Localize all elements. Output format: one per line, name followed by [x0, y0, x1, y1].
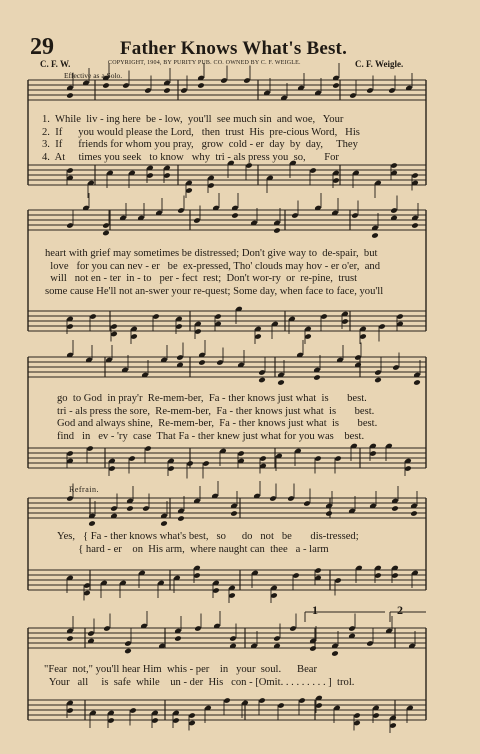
- composer: C. F. Weigle.: [355, 59, 404, 69]
- refrain-lyrics-1: [57, 531, 417, 556]
- lyric-line: heart with grief may sometimes be distressed; Don't give way to de-spair, but: [45, 248, 378, 259]
- lyric-line: Your all is safe while un - der His con - [Omit. . . . . . . . . ] trol.: [44, 676, 355, 688]
- lyric-line: God and always shine, Re-mem-ber, Fa - ther knows just what is best.: [57, 418, 378, 429]
- lyric-line: Yes, { Fa - ther knows what's best, so do not be dis-tressed;: [57, 531, 359, 542]
- ending-mark-2: 2: [397, 603, 403, 617]
- verse-lyrics-system-3: [57, 393, 417, 443]
- lyric-line: 3. If friends for whom you pray, grow cold - er day by day, They: [42, 139, 358, 150]
- refrain-lyrics-2: [44, 664, 424, 689]
- hymn-number: 29: [30, 34, 54, 60]
- lyricist: C. F. W.: [40, 59, 71, 69]
- refrain-label: Refrain.: [69, 485, 99, 494]
- lyric-line: { hard - er on His arm, where naught can thee a - larm: [57, 543, 329, 555]
- lyric-line: go to God in pray'r Re-mem-ber, Fa - ther knows just what is best.: [57, 393, 367, 404]
- lyric-line: love for you can nev - er be ex-pressed, Tho' clouds may hov - er o'er, and: [45, 260, 381, 272]
- lyric-line: "Fear not," you'll hear Him whis - per in your soul. Bear: [44, 664, 318, 675]
- ending-mark-1: 1: [312, 603, 318, 617]
- tempo-marking: Effective as a Solo.: [64, 71, 123, 80]
- lyric-line: 2. If you would please the Lord, then trust His pre-cious Word, His: [42, 126, 360, 138]
- copyright-line: COPYRIGHT, 1904, BY PURITY PUB. CO. OWNED BY C. F. WEIGLE.: [108, 60, 301, 66]
- hymn-title: Father Knows What's Best.: [120, 38, 348, 59]
- verse-lyrics-system-2: [45, 248, 425, 298]
- lyric-line: 4. At times you seek to know why tri - als press you so, For: [42, 151, 339, 163]
- lyric-line: 1. While liv - ing here be - low, you'll see much sin and woe, Your: [42, 114, 344, 125]
- lyric-line: tri - als press the sore, Re-mem-ber, Fa - ther knows just what is best.: [57, 405, 375, 417]
- verse-lyrics-system-1: [42, 114, 412, 164]
- lyric-line: will not en - ter in - to per - fect rest; Don't wor-ry or re-pine, trust: [45, 273, 358, 284]
- lyric-line: some cause He'll not an-swer your re-quest; Some day, when face to face, you'll: [45, 285, 384, 297]
- lyric-line: find in ev - 'ry case That Fa - ther knew just what for you was best.: [57, 430, 365, 442]
